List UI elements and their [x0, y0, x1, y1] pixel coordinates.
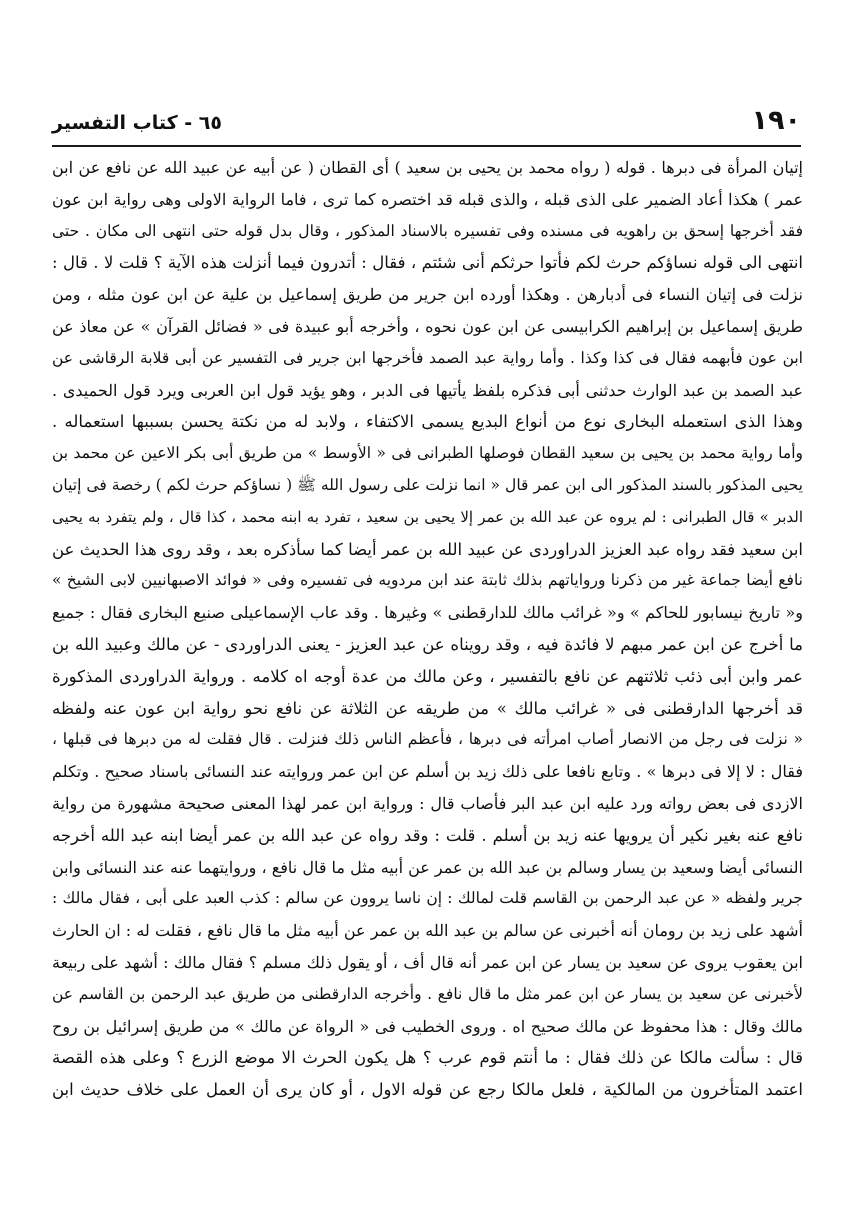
text-line: يحيى المذكور بالسند المذكور الى ابن عمر قال « انما نزلت على رسول الله ﷺ ( نساؤكم حرث لكم ) رخصة فى إتيان — [52, 475, 803, 494]
text-line: ما أخرج عن ابن عمر مبهم لا فائدة فيه ، وقد رويناه عن عبد العزيز - يعنى الدراوردى - عن مالك وعبيد الله بن — [52, 634, 803, 654]
text-line: ابن عون فأبهمه فقال فى كذا وكذا . وأما رواية عبد الصمد فأخرجها ابن جرير فى التفسير عن أبى قلابة الرقاشى عن — [52, 348, 803, 367]
text-line: نزلت فى إتيان النساء فى أدبارهن . وهكذا أورده ابن جرير من طريق إسماعيل بن علية عن ابن عون مثله ، ومن — [52, 285, 803, 305]
text-line: اعتمد المتأخرون من المالكية ، فلعل مالكا رجع عن قوله الاول ، أو كان يرى أن العمل على خلاف حديث ابن — [52, 1080, 803, 1100]
text-line: وهذا الذى استعمله البخارى نوع من أنواع البديع يسمى الاكتفاء ، ولابد له من نكتة يحسن بسببها استعماله . — [52, 412, 803, 432]
text-line: النسائى أيضا وسعيد بن يسار وسالم بن عبد الله بن عمر عن أبيه مثل ما قال نافع ، وروايتهما عنه عند النسائى وابن — [52, 857, 803, 877]
page-header — [52, 106, 801, 140]
running-title: ٦٥ - كتاب التفسير — [52, 112, 222, 134]
text-line: وأما رواية محمد بن يحيى بن سعيد القطان فوصلها الطبرانى فى « الأوسط » من طريق أبى بكر الاعين عن محمد بن — [52, 444, 803, 463]
text-line: أشهد على زيد بن رومان أنه أخبرنى عن سالم بن عبد الله بن عمر عن أبيه مثل ما قال نافع ، فقلت له : ان الحارث — [52, 921, 803, 941]
header-rule — [52, 145, 801, 147]
text-line: إتيان المرأة فى دبرها . قوله ( رواه محمد بن يحيى بن سعيد ) أى القطان ( عن أبيه عن عبيد الله عن نافع عن ابن — [52, 158, 803, 177]
text-line: انتهى الى قوله نساؤكم حرث لكم فأتوا حرثكم أنى شئتم ، فقال : أتدرون فيما أنزلت هذه الآية ؟ قلت لا . قال : — [52, 253, 803, 273]
text-line: قال : سألت مالكا عن ذلك فقال : ما أنتم قوم عرب ؟ هل يكون الحرث الا موضع الزرع ؟ وعلى هذه القصة — [52, 1048, 803, 1068]
text-line: الازدى فى بعض رواته ورد عليه ابن عبد البر فأصاب قال : ورواية ابن عمر لهذا المعنى صحيحة مشهورة من رواية — [52, 793, 803, 813]
text-line: و« تاريخ نيسابور للحاكم » و« غرائب مالك للدارقطنى » وغيرها . وقد عاب الإسماعيلى صنيع البخارى فقال : جميع — [52, 603, 803, 623]
text-line: لأخبرنى عن سعيد بن يسار عن ابن عمر مثل ما قال نافع . وأخرجه الدارقطنى من طريق عبد الرحمن بن القاسم عن — [52, 984, 803, 1003]
text-line: فقال : لا إلا فى دبرها » . وتابع نافعا على ذلك زيد بن أسلم عن ابن عمر وروايته عند النسائى باسناد صحيح . وتكلم — [52, 762, 803, 782]
text-line: فقد أخرجها إسحق بن راهويه فى مسنده وفى تفسيره بالاسناد المذكور ، وقال بدل قوله حتى انتهى الى مكان . حتى — [52, 221, 803, 240]
page-number: ١٩٠ — [751, 105, 801, 136]
body-text — [52, 152, 803, 1192]
text-line: ابن سعيد فقد رواه عبد العزيز الدراوردى عن عبيد الله بن عمر أيضا كما سأذكره بعد ، وقد روى هذا الحديث عن — [52, 539, 803, 559]
text-line: « نزلت فى رجل من الانصار أصاب امرأته فى دبرها ، فأعظم الناس ذلك فنزلت . قال فقلت له من دبرها فى قبلها ، — [52, 730, 803, 749]
text-line: الدبر » قال الطبرانى : لم يروه عن عبد الله بن عمر إلا يحيى بن سعيد ، تفرد به ابنه محمد ، كذا قال ، ولم يتفرد به يحيى — [52, 507, 803, 526]
text-line: جرير ولفظه « عن عبد الرحمن بن القاسم قلت لمالك : إن ناسا يروون عن سالم : كذب العبد على أبى ، فقال مالك : — [52, 889, 803, 908]
text-line: عبد الصمد بن عبد الوارث حدثنى أبى فذكره بلفظ يأتيها فى الدبر ، وهو يؤيد قول ابن العربى ويرد قول الحميدى . — [52, 380, 803, 400]
text-line: نافع أيضا جماعة غير من ذكرنا ورواياتهم بذلك ثابتة عند ابن مردويه فى تفسيره وفى « فوائد الاصبهانيين لابى الشيخ » — [52, 571, 803, 590]
text-line: طريق إسماعيل بن إبراهيم الكرابيسى عن ابن عون نحوه ، وأخرجه أبو عبيدة فى « فضائل القرآن » عن معاذ عن — [52, 316, 803, 336]
text-line: قد أخرجها الدارقطنى فى « غرائب مالك » من طريقه عن الثلاثة عن نافع نحو رواية ابن عون عنه ولفظه — [52, 698, 803, 718]
text-line: عمر ) هكذا أعاد الضمير على الذى قبله ، والذى قبله قد اختصره كما ترى ، فاما الرواية الاولى وهى رواية ابن عون — [52, 189, 803, 209]
text-line: ابن يعقوب يروى عن سعيد بن يسار عن ابن عمر أنه قال أف ، أو يقول ذلك مسلم ؟ فقال مالك : أشهد على ربيعة — [52, 952, 803, 972]
text-line: نافع عنه بغير نكير أن يرويها عنه زيد بن أسلم . قلت : وقد رواه عن عبد الله بن عمر أيضا ابنه عبد الله أخرجه — [52, 825, 803, 845]
text-line: مالك وقال : هذا محفوظ عن مالك صحيح اه . وروى الخطيب فى « الرواة عن مالك » من طريق إسرائيل بن روح — [52, 1016, 803, 1036]
text-line: عمر وابن أبى ذئب ثلاثتهم عن نافع بالتفسير ، وعن مالك من عدة أوجه اه كلامه . ورواية الدراوردى المذكورة — [52, 666, 803, 686]
